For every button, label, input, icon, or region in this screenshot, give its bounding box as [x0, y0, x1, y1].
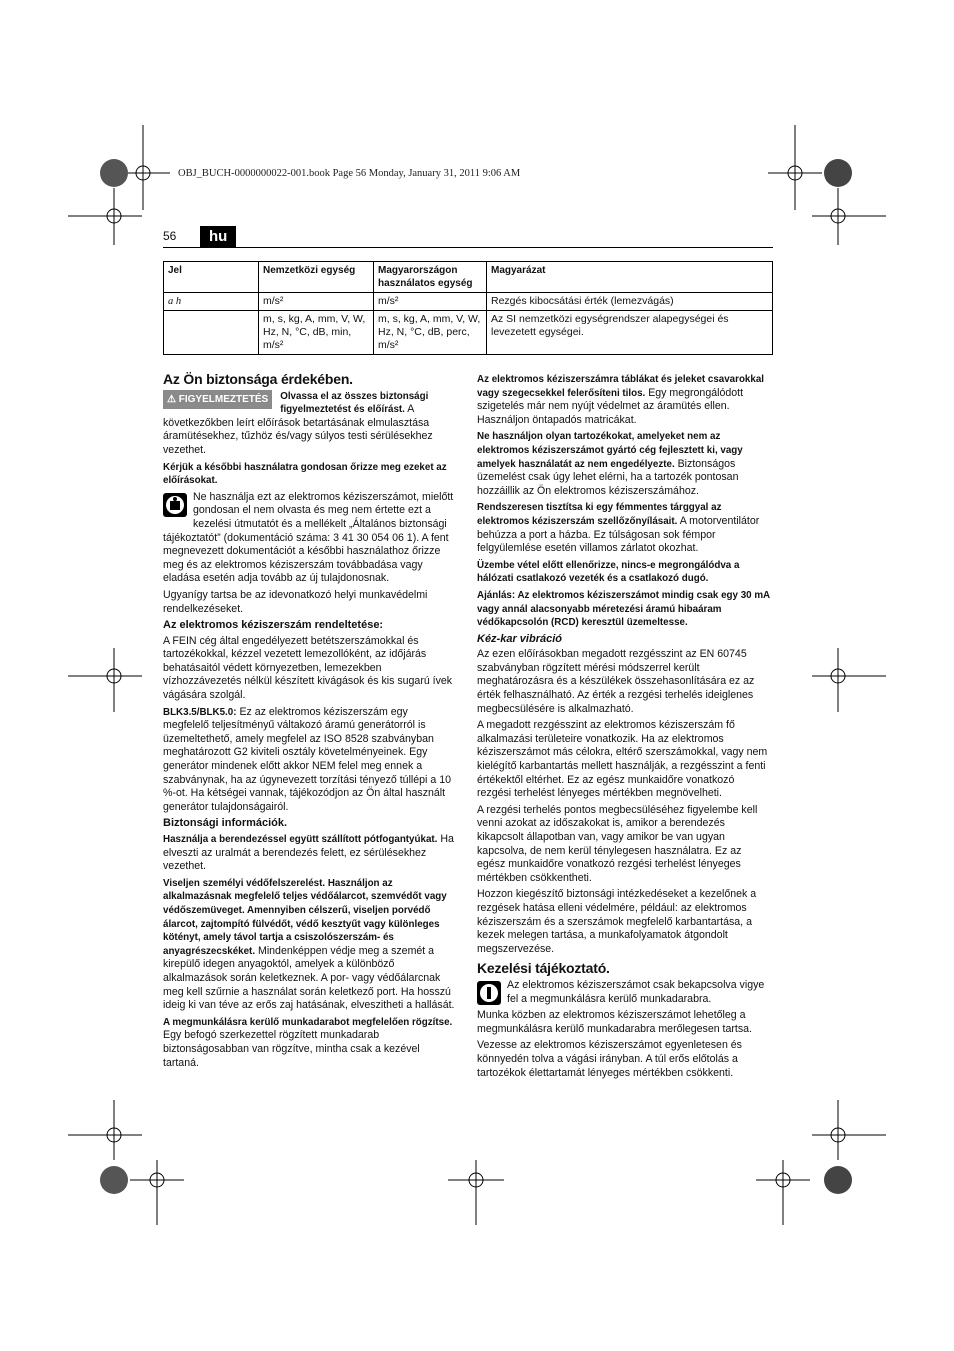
model-label: BLK3.5/BLK5.0: — [163, 706, 237, 718]
read-manual-text: Ne használja ezt az elektromos kéziszerszámot, mielőtt gondosan el nem olvasta és meg nem értette ezt a kezelési útmutatót és a mellékelt „Általános biztonsági tájékoztatót” (dokumentáció száma: 3 41 30 054 06 1). A fent megnevezett dokumentációt a későbbi használathoz őrizze meg és az elektromos kéziszerszám továbbadása vagy eladása esetén adja tovább az új tulajdonosnak. — [163, 490, 454, 585]
table-cell — [164, 311, 259, 355]
accessories-bold: Ne használjon olyan tartozékokat, amelyeket nem az elektromos kéziszerszámot gyártó cég fejlesztett ki, vagy amelyek használatát az nem engedélyezte. — [477, 431, 743, 470]
warning-label — [163, 390, 272, 409]
header-rule — [163, 247, 773, 248]
safety-title: Az Ön biztonsága érdekében. — [163, 371, 353, 387]
vibration-paragraph-4: Hozzon kiegészítő biztonsági intézkedéseket a kezelőnek a rezgések hatása elleni védelmére, például: az elektromos kéziszerszám és a szerszámok megfelelő karbantartása, a kezek melegen tartása, a munkafolyamatok átgondolt megszervezése. — [477, 888, 757, 955]
cleaning-text: A motorventilátor behúzza a port a házba. Ez túlságosan sok fémpor felgyülemlése esetén villamos zárlatot okozhat. — [477, 514, 760, 555]
purpose-text: A FEIN cég által engedélyezett betétszerszámokkal és tartozékokkal, kézzel vezetett lemezollóként, az időjárás behatásaitól védett környezetben, lemezekben vízhozzávezetés nélkül készített kivágások és kis sugarú ívek vágására szolgál. — [163, 634, 453, 702]
rcd-recommendation: Ajánlás: Az elektromos kéziszerszámot mindig csak egy 30 mA vagy annál alacsonyabb méretezési áramú hibaáram védőkapcsolón (RCD) keresztül üzemeltesse. — [477, 589, 770, 629]
purpose-heading: Az elektromos kéziszerszám rendeltetése: — [163, 619, 384, 632]
cable-check: Üzembe vétel előtt ellenőrizze, nincs-e megrongálódva a hálózati csatlakozó vezeték és a csatlakozó dugó. — [477, 559, 740, 585]
clamp-text: Egy befogó szerkezettel rögzített munkadarab biztonságosabban van rögzítve, mintha csak a kezével tartaná. — [163, 1029, 420, 1069]
workplace-rules: Ugyanígy tartsa be az idevonatkozó helyi munkavédelmi rendelkezéseket. — [163, 588, 428, 615]
table-row — [164, 311, 773, 355]
vibration-paragraph-3: A rezgési terhelés pontos megbecsüléséhez figyelembe kell venni azokat az időszakokat is, amikor a berendezés kikapcsolt állapotban van, vagy amikor be van ugyan kapcsolva, de nem kerül ténylegesen használatra. Ez az egész munkaidőre vonatkozó rezgési terhelést lényeges mértékben csökkentheti. — [477, 803, 758, 884]
cleaning-bold: Rendszeresen tisztítsa ki egy fémmentes tárggyal az elektromos kéziszerszám szellőzőnyílásait. — [477, 502, 722, 527]
plates-paragraph — [477, 373, 770, 427]
table-cell: Rezgés kibocsátási érték (lemezvágás) — [487, 293, 773, 311]
table-cell: m, s, kg, A, mm, V, W, Hz, N, °C, dB, min, m/s² — [259, 311, 374, 355]
print-header: OBJ_BUCH-0000000022-001.book Page 56 Monday, January 31, 2011 9:06 AM — [178, 168, 521, 179]
table-cell: m/s² — [259, 293, 374, 311]
table-header-cell: Magyarázat — [487, 262, 773, 293]
plates-bold: Az elektromos kéziszerszámra táblákat és jeleket csavarokkal vagy szegecsekkel felerősíteni tilos. — [477, 374, 764, 399]
table-header-cell: Nemzetközi egység — [259, 262, 374, 293]
plates-text: Egy megrongálódott szigetelés már nem nyújt védelmet az áramütés ellen. Használjon öntapadós matricákat. — [477, 386, 744, 426]
warning-text: A következőkben leírt előírások betartásának elmulasztása áramütésekhez, tűzhöz és/vagy súlyos testi sérülésekhez vezethet. — [163, 403, 433, 456]
table-cell: a h — [164, 293, 259, 311]
table-header-row — [164, 262, 773, 293]
safety-info-heading: Biztonsági információk. — [163, 817, 288, 830]
read-manual-icon — [163, 493, 187, 517]
handle-bold: Használja a berendezéssel együtt szállított pótfogantyúkat. — [163, 834, 438, 845]
table-row — [164, 293, 773, 311]
units-table — [163, 261, 773, 355]
ppe-text: Mindenképpen védje meg a szemét a kirepülő idegen anyagoktól, amelyek a különböző alkalmazások során keletkeznek. A por- vagy védőálarcnak meg kell szűrnie a használat során keletkező port. Ha hosszú ideig ki van téve az erős zaj hatásának, elveszitheti a hallását. — [163, 944, 455, 1012]
generator-text: Ez az elektromos kéziszerszám egy megfelelő teljesítményű váltakozó áramú generátorról is üzemeltethető, amely megfelel az ISO 8528 szabványban meghatározott G2 kiviteli osztály követelményeinek. Egy generátor mindenek előtt akkor NEM felel meg ennek a szabványnak, ha az úgynevezett torzítási tényező túllépi a 10 %-ot. Ha kétségei vannak, tájékozódjon az Ön által használt generátor tulajdonságairól. — [163, 705, 451, 813]
operating-title: Kezelési tájékoztató. — [477, 960, 610, 977]
accessories-text: Biztonságos üzemelést csak úgy lehet elérni, ha a tartozék pontosan hozzáillik az Ön elektromos kéziszerszámához. — [477, 457, 739, 497]
table-cell: Az SI nemzetközi egységrendszer alapegységei és levezetett egységei. — [487, 311, 773, 355]
language-badge: hu — [200, 226, 236, 248]
operating-paragraph-1: Az elektromos kéziszerszámot csak bekapcsolva vigye fel a megmunkálásra kerülő munkadarabra. — [507, 978, 765, 1005]
clamp-paragraph — [163, 1016, 456, 1070]
ppe-paragraph — [163, 877, 456, 1013]
handle-text: Ha elveszti az uralmát a berendezés felett, ez sérülésekhez vezethet. — [163, 833, 454, 873]
operating-paragraph-3: Vezesse az elektromos kéziszerszámot egyenletesen és könnyedén tolva a vágási irányban. A túl erős előtolás a tartozékok élettartamát lényeges mértékben csökkenti. — [477, 1039, 742, 1079]
right-column — [477, 373, 770, 1083]
operating-paragraph-2: Munka közben az elektromos kéziszerszámot lehetőleg a megmunkálásra kerülő munkadarabra merőlegesen tartsa. — [477, 1009, 752, 1035]
generator-paragraph — [163, 706, 456, 815]
clamp-bold: A megmunkálásra kerülő munkadarabot megfelelően rögzítse. — [163, 1016, 453, 1028]
left-column — [163, 373, 456, 1073]
table-cell: m, s, kg, A, mm, V, W, Hz, N, °C, dB, perc, m/s² — [374, 311, 487, 355]
table-header-cell: Magyarországon használatos egység — [374, 262, 487, 293]
table-header-cell: Jel — [164, 262, 259, 293]
ppe-bold: Viseljen személyi védőfelszerelést. Használjon az alkalmazásnak megfelelő teljes védőálarcot, szemvédőt vagy védőszemüveget. Amennyiben célszerű, viseljen porvédő álarcot, zajtompító fülvédőt, védő kesztyűt vagy különleges kötényt, amely távol tartja a csiszolószerszám- és anyagrészecskéket. — [163, 877, 447, 957]
accessories-paragraph — [477, 430, 770, 498]
table-cell: m/s² — [374, 293, 487, 311]
page-number: 56 — [163, 229, 177, 243]
keep-instructions: Kérjük a későbbi használatra gondosan őrizze meg ezeket az előírásokat. — [163, 461, 447, 487]
warning-triangle-icon: ⚠ — [167, 393, 176, 405]
info-hand-icon — [477, 981, 501, 1005]
vibration-paragraph-1: Az ezen előírásokban megadott rezgésszint az EN 60745 szabványban rögzített mérési módszerrel került meghatározásra és a készülékek összehasonlítására ez az érték felhasználható. Az érték a rezgési terhelés ideiglenes megbecsülésére is alkalmazható. — [477, 648, 755, 715]
warning-bold: Olvassa el az összes biztonsági figyelmeztetést és előírást. — [280, 390, 429, 416]
warning-label-text: FIGYELMEZTETÉS — [178, 393, 269, 405]
vibration-heading: Kéz-kar vibráció — [477, 632, 562, 645]
vibration-paragraph-2: A megadott rezgésszint az elektromos kéziszerszám fő alkalmazási területeire vonatkozik. Ha az elektromos kéziszerszámot más célokra, eltérő szerszámokkal, vagy nem kielégítő karbantartás mellett használják, a rezgésszint a fenti értékektől eltérhet. Ez az egész munkaidőre vonatkozó rezgési terhelést lényeges mértékben megnövelheti. — [477, 719, 768, 800]
handle-paragraph — [163, 833, 456, 874]
cleaning-paragraph — [477, 501, 770, 555]
